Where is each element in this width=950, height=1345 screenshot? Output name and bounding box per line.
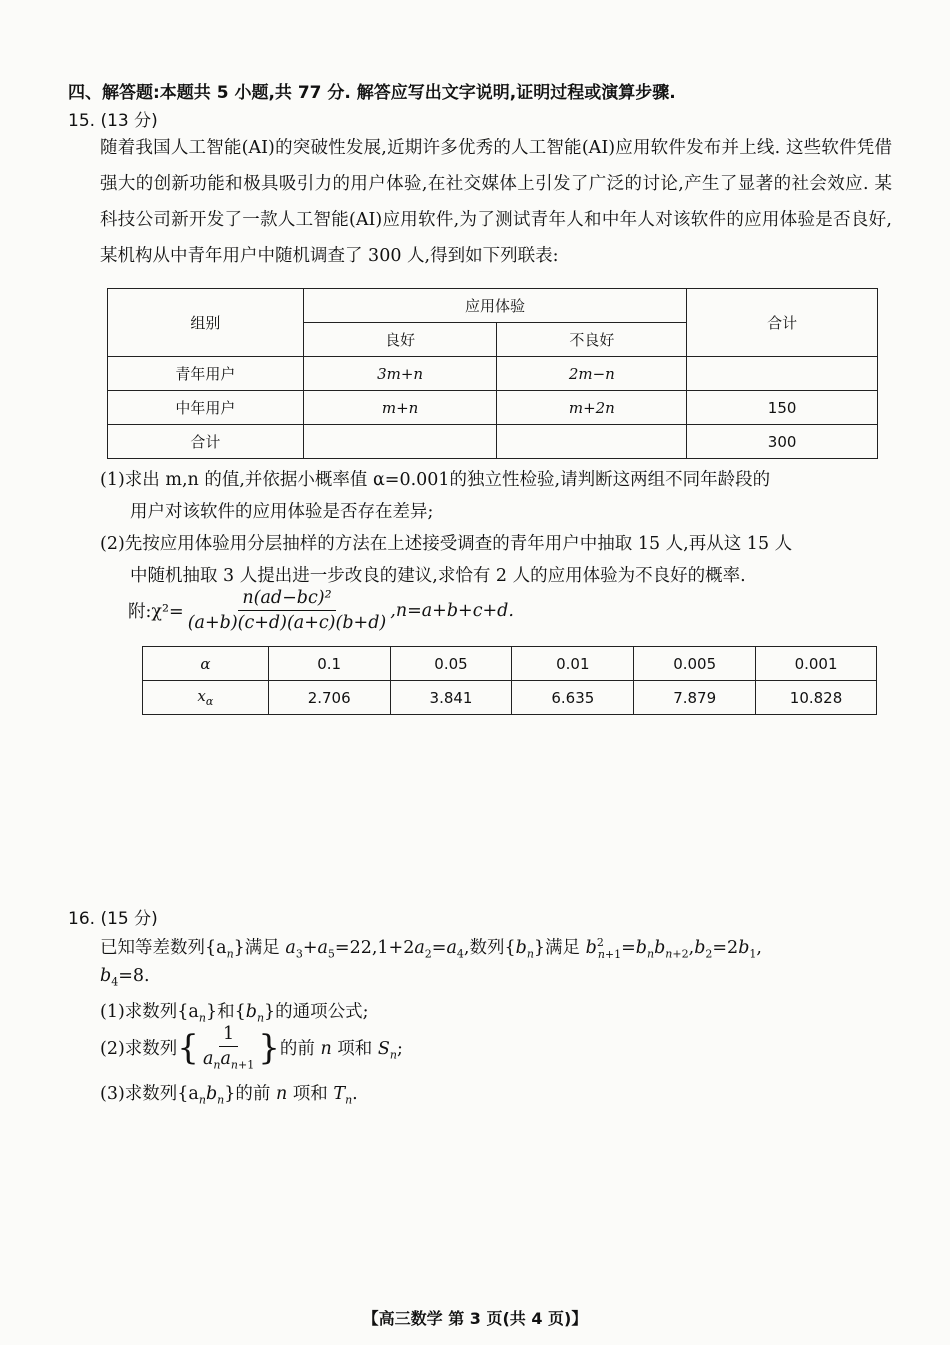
- contingency-table: [107, 288, 878, 459]
- cell-youth-bad: 2m−n: [497, 357, 687, 391]
- alpha-cell: 0.01: [512, 647, 634, 681]
- alpha-cell: 0.05: [390, 647, 512, 681]
- page-footer: 【高三数学 第 3 页(共 4 页)】: [362, 1309, 588, 1328]
- q15-part1-line1: (1)求出 m,n 的值,并依据小概率值 α=0.001的独立性检验,请判断这两组不同年龄段的: [100, 470, 771, 490]
- table-row-youth: [108, 357, 878, 391]
- q16-part2: (2)求数列 { $\frac{1}{a_na_{n+1}}$ } 的前 n 项和 $S_n$;: [100, 1024, 403, 1072]
- header-total: 合计: [687, 289, 878, 357]
- q15-part2-line1: (2)先按应用体验用分层抽样的方法在上述接受调查的青年用户中抽取 15 人,再从这 15 人: [100, 534, 793, 554]
- q16-part1: (1)求数列$\{a_n\}$和$\{b_n\}$的通项公式;: [100, 1002, 369, 1025]
- q15-number: 15. (13 分): [68, 111, 158, 131]
- cell-middle-bad: m+2n: [497, 391, 687, 425]
- alpha-cell: 0.005: [634, 647, 756, 681]
- row-label: 中年用户: [108, 391, 304, 425]
- appendix-label: 附:χ²=: [128, 602, 184, 622]
- q15-stem: 随着我国人工智能(AI)的突破性发展,近期许多优秀的人工智能(AI)应用软件发布并上线. 这些软件凭借强大的创新功能和极具吸引力的用户体验,在社交媒体上引发了广泛的讨论,产生了显著的社会效应. 某科技公司新开发了一款人工智能(AI)应用软件,为了测试青年人和中年人对该软件的应用体验是否良好,某机构从中青年用户中随机调查了 300 人,得到如下列联表:: [100, 138, 892, 266]
- formula-denominator: (a+b)(c+d)(a+c)(b+d): [187, 613, 387, 633]
- row-label: 青年用户: [108, 357, 304, 391]
- critical-value-cell: 10.828: [756, 681, 877, 715]
- right-brace: }: [258, 1027, 280, 1068]
- critical-value-cell: 7.879: [634, 681, 756, 715]
- formula-numerator: n(ad−bc)²: [238, 588, 335, 611]
- cell-total-total: 300: [687, 425, 878, 459]
- q15-part1-line2: 用户对该软件的应用体验是否存在差异;: [130, 502, 434, 522]
- q16-number: 16. (15 分): [68, 909, 158, 929]
- cell-middle-good: m+n: [303, 391, 497, 425]
- critical-value-cell: 2.706: [268, 681, 390, 715]
- cell-total-good: [303, 425, 497, 459]
- alpha-row: [143, 647, 877, 681]
- cell-middle-total: 150: [687, 391, 878, 425]
- critical-value-cell: 6.635: [512, 681, 634, 715]
- header-group: 组别: [108, 289, 304, 357]
- header-bad: 不良好: [497, 323, 687, 357]
- q16-part3: (3)求数列$\{a_nb_n\}$的前 n 项和 $T_n$.: [100, 1084, 358, 1107]
- cell-youth-good: 3m+n: [303, 357, 497, 391]
- left-brace: {: [177, 1027, 199, 1068]
- cell-youth-total: [687, 357, 878, 391]
- header-good: 良好: [303, 323, 497, 357]
- cell-total-bad: [497, 425, 687, 459]
- table-row-middle: [108, 391, 878, 425]
- row-label: 合计: [108, 425, 304, 459]
- q16-stem-line2: $b_4=8$.: [100, 966, 150, 989]
- x-alpha-label: $x_\alpha$: [143, 681, 269, 715]
- table-row-total: [108, 425, 878, 459]
- formula-tail: ,n=a+b+c+d.: [390, 600, 514, 621]
- critical-value-cell: 3.841: [390, 681, 512, 715]
- q15-part2-line2: 中随机抽取 3 人提出进一步改良的建议,求恰有 2 人的应用体验为不良好的概率.: [130, 566, 746, 586]
- chi-square-formula: [128, 588, 514, 633]
- q16-stem-line1: 已知等差数列$\{a_n\}$满足 $a_3+a_5=22,1+2a_2=a_4$,数列$\{b_n\}$满足 $b^2_{n+1}=b_nb_{n+2},b_2=2b_1$,: [100, 936, 762, 961]
- header-experience: 应用体验: [303, 289, 687, 323]
- critical-value-table: [142, 646, 877, 715]
- section-header: 四、解答题:本题共 5 小题,共 77 分. 解答应写出文字说明,证明过程或演算步骤.: [68, 83, 676, 103]
- x-alpha-row: [143, 681, 877, 715]
- alpha-label: α: [143, 647, 269, 681]
- formula-fraction: [184, 588, 391, 633]
- alpha-cell: 0.1: [268, 647, 390, 681]
- reciprocal-fraction: $\frac{1}{a_na_{n+1}}$: [202, 1024, 255, 1072]
- alpha-cell: 0.001: [756, 647, 877, 681]
